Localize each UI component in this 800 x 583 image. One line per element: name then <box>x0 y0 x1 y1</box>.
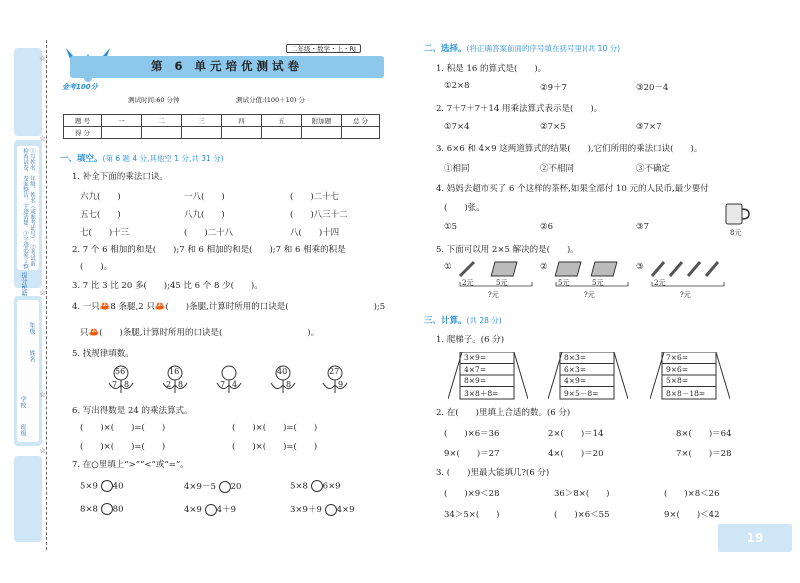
option-number[interactable]: ② <box>540 262 548 272</box>
flower-right-number: 8 <box>124 380 130 389</box>
compare-circle[interactable] <box>205 504 217 516</box>
cup-icon <box>724 202 750 226</box>
price-label: ?元 <box>680 291 691 299</box>
q2-1-opt3[interactable]: ③20－4 <box>636 83 669 93</box>
q3-2-r1c2[interactable]: 2×( )＝14 <box>548 429 604 439</box>
ladder <box>448 352 528 400</box>
q2-4-opt1[interactable]: ①5 <box>444 222 458 232</box>
price-label: ?元 <box>488 291 499 299</box>
pattern-flower <box>268 365 298 395</box>
q1-1: 1. 补全下面的乘法口诀。 <box>72 172 168 182</box>
score-cell[interactable] <box>342 127 380 139</box>
ladder-step[interactable]: 8×8－18= <box>666 388 706 398</box>
flower-right-number: 9 <box>338 380 344 389</box>
section3-heading <box>424 314 502 326</box>
compare-circle[interactable] <box>325 504 337 516</box>
q1-7: 7. 在○里填上“>”“<”或“=”。 <box>72 460 189 470</box>
q1-4-line2 <box>80 326 319 338</box>
star-icon: ☆ <box>39 390 47 399</box>
ladder-step[interactable]: 3×8＋8= <box>464 388 499 398</box>
q3-3: 3. ( )里最大能填几?(6 分) <box>436 468 550 478</box>
q1-4-d: 只 <box>80 328 89 338</box>
section2-title: 二、选择。 <box>424 44 467 54</box>
q2-1: 1. 积是 16 的算式是( )。 <box>436 64 547 74</box>
q3-3-r1c2[interactable]: 36＞8×( ) <box>554 489 610 499</box>
ladder-step[interactable]: 3×9= <box>464 353 487 362</box>
ladder-step[interactable]: 6×3= <box>564 364 587 374</box>
score-cell[interactable] <box>182 127 222 139</box>
price-label: 2元 <box>654 279 666 287</box>
q3-3-r2c1[interactable]: 34＞5×( ) <box>444 510 500 520</box>
flower-top-number: 16 <box>169 367 180 376</box>
q3-3-r1c3[interactable]: ( )×8＜26 <box>664 489 720 499</box>
flower-right-number: 8 <box>286 380 292 389</box>
flower-top-number: 27 <box>329 367 340 376</box>
q1-4-b: 8 条腿,2 只 <box>110 302 155 312</box>
ladder <box>548 352 628 400</box>
crab-icon: 🦀 <box>154 302 166 312</box>
test-time: 测试时间:60 分钟 <box>128 96 180 104</box>
q1-2: 2. 7 个 6 相加的和是( );7 和 6 相加的和是( );7 和 6 相乘的积是 <box>72 245 346 255</box>
score-header: 四 <box>222 115 262 127</box>
school-label: 学校 <box>19 396 26 408</box>
q2-3: 3. 6×6 和 4×9 这两道算式的结果( ),它们所用的乘法口诀( )。 <box>436 144 703 154</box>
q1-1-r3c2: ( )二十八 <box>184 228 234 238</box>
flower-top-number: 56 <box>115 367 126 376</box>
q1-4-c: ( )条腿,计算时所用的口诀是( );5 <box>165 302 386 312</box>
star-icon: ☆ <box>39 288 47 297</box>
strip-box-bottom <box>14 456 42 542</box>
q1-1-r3c3: 八( )十四 <box>290 228 340 238</box>
name-label: 姓名 <box>28 350 35 362</box>
score-header: 题 号 <box>64 115 102 127</box>
ladder-step[interactable]: 8×3= <box>564 353 587 362</box>
q1-1-r1c3: ( )二十七 <box>290 192 340 202</box>
notice-panel <box>17 146 39 270</box>
section1-heading <box>60 152 224 164</box>
score-header: 二 <box>142 115 182 127</box>
q2-5: 5. 下面可以用 2×5 解决的是( )。 <box>436 245 579 255</box>
q1-7-r2c1: 8×8 80 <box>80 504 124 515</box>
notice-side-label: 提分秘籍 <box>20 272 27 296</box>
q3-3-r2c3[interactable]: 9×( )＜42 <box>664 510 720 520</box>
pattern-flower <box>106 365 136 395</box>
score-header: 三 <box>182 115 222 127</box>
class-label: 班级 <box>19 424 26 436</box>
strip-box-top <box>14 48 42 136</box>
star-icon: ☆ <box>39 134 47 143</box>
q1-6: 6. 写出得数是 24 的乘法算式。 <box>72 406 193 416</box>
ladder <box>650 352 730 400</box>
pattern-flower <box>160 365 190 395</box>
q2-4-opt2[interactable]: ②6 <box>540 222 554 232</box>
page-number-box <box>718 524 792 552</box>
q3-2-r2c3[interactable]: 7×( )＝28 <box>676 449 732 459</box>
price-label: 5元 <box>496 279 508 287</box>
flower-left-number: 7 <box>220 380 226 389</box>
q3-2-r2c2[interactable]: 4×( )＝20 <box>548 449 604 459</box>
section1-note: (第 6 题 4 分,其他空 1 分,共 31 分) <box>102 154 224 163</box>
test-score: 测试分值:(100＋10) 分 <box>236 96 306 104</box>
q1-7-r1c1: 5×9 40 <box>80 481 124 492</box>
cut-line <box>46 40 47 550</box>
q1-2-cont: ( )。 <box>80 262 113 272</box>
section2-heading <box>424 42 620 54</box>
q3-3-r2c2[interactable]: ( )×6＜55 <box>554 510 610 520</box>
q3-2: 2. 在( )里填上合适的数。(6 分) <box>436 408 571 418</box>
q1-6-blank[interactable]: ( )×( )=( ) <box>232 442 318 452</box>
page-title: 第 6 单元培优测试卷 <box>150 59 303 73</box>
flower-right-number: 4 <box>232 380 238 389</box>
q3-2-r1c3[interactable]: 8×( )＝64 <box>676 429 732 439</box>
q3-2-r2c1[interactable]: 9×( )＝27 <box>444 449 500 459</box>
left-margin-strip <box>0 0 47 583</box>
score-header: 附加题 <box>302 115 342 127</box>
pattern-flower <box>320 365 350 395</box>
q1-1-r2c1: 五七( ) <box>80 210 121 220</box>
q1-1-r1c1: 六九( ) <box>80 192 121 202</box>
logo-text: 金考100分 <box>62 83 98 91</box>
compare-circle[interactable] <box>219 481 231 493</box>
pattern-flower <box>214 365 244 395</box>
q1-6-blank[interactable]: ( )×( )=( ) <box>232 423 318 433</box>
q1-4 <box>72 300 385 312</box>
ladder-step[interactable]: 4×7= <box>464 364 487 374</box>
q2-2-opt2[interactable]: ②7×5 <box>540 122 566 132</box>
score-cell[interactable] <box>142 127 182 139</box>
q1-7-r2c3: 3×9＋9 4×9 <box>290 505 355 515</box>
score-cell[interactable] <box>302 127 342 139</box>
star-icon: ☆ <box>39 54 47 63</box>
price-label: 5元 <box>592 279 604 287</box>
ladder-step[interactable]: 9×6= <box>666 364 689 374</box>
score-header: 一 <box>102 115 142 127</box>
notice-text: ①写姓名、年级、姓名（或准考证号）。②考试前检查试卷，卷面整洁，字迹清楚。③字迹必须工整 <box>22 148 35 269</box>
flower-left-number: 2 <box>166 380 172 389</box>
q1-7-r2c2: 4×9 4＋9 <box>184 505 236 515</box>
score-cell[interactable] <box>102 127 142 139</box>
q2-2-opt1[interactable]: ①7×4 <box>444 122 470 132</box>
price-label: ?元 <box>584 291 595 299</box>
q3-3-r1c1[interactable]: ( )×9＜28 <box>444 489 500 499</box>
q2-2: 2. 7＋7＋7＋14 用乘法算式表示是( )。 <box>436 104 603 114</box>
flower-right-number: 8 <box>178 380 184 389</box>
q1-6-blank[interactable]: ( )×( )=( ) <box>80 442 166 452</box>
ladder-step[interactable]: 8×9= <box>464 376 487 385</box>
q2-1-opt2[interactable]: ②9＋7 <box>540 83 567 93</box>
option-number[interactable]: ③ <box>636 262 644 272</box>
flower-top-number: 40 <box>277 367 288 376</box>
q1-6-blank[interactable]: ( )×( )=( ) <box>80 423 166 433</box>
score-cell[interactable] <box>262 127 302 139</box>
q1-5: 5. 找规律填数。 <box>72 349 134 359</box>
student-info-panel <box>17 300 39 442</box>
crab-icon: 🦀 <box>88 328 100 338</box>
q1-1-r3c1: 七( )十三 <box>80 228 130 238</box>
crab-icon: 🦀 <box>99 302 111 312</box>
q1-7-r1c2: 4×9－5 20 <box>184 482 242 492</box>
score-table <box>63 114 380 139</box>
q2-4-opt3[interactable]: ③7 <box>636 222 650 232</box>
q2-4-cont: ( )张。 <box>444 203 485 213</box>
q1-4-a: 4. 一只 <box>72 302 100 312</box>
price-label: 2元 <box>462 279 474 287</box>
q1-1-r2c3: ( )八三十二 <box>290 210 348 220</box>
compare-circle[interactable] <box>101 480 113 492</box>
q1-4-e: ( )条腿,计算时所用的口诀是( )。 <box>99 328 320 338</box>
q3-2-r1c1[interactable]: ( )×6＝36 <box>444 429 500 439</box>
q2-3-opt2[interactable]: ②不相同 <box>540 164 575 174</box>
section3-note: (共 28 分) <box>466 316 502 325</box>
q1-3: 3. 7 比 3 比 20 多( );45 比 6 个 8 少( )。 <box>72 281 263 291</box>
q1-1-r2c2: 八九( ) <box>184 210 225 220</box>
price-label: 5元 <box>558 279 570 287</box>
q1-7-r1c3: 5×8 6×9 <box>290 481 341 492</box>
grade-tag: 二年级・数学・上・RJ <box>286 44 361 53</box>
q2-2-opt3[interactable]: ③7×7 <box>636 122 662 132</box>
q2-1-opt1[interactable]: ①2×8 <box>444 81 470 91</box>
ladder-step[interactable]: 5×8= <box>666 376 689 385</box>
ladder-step[interactable]: 7×6= <box>666 353 689 362</box>
section3-title: 三、计算。 <box>424 316 467 326</box>
cup-price: 8元 <box>730 229 742 237</box>
grade-label: 年级 <box>28 322 35 334</box>
section2-note: (将正确答案前面的序号填在括号里)(共 10 分) <box>466 44 621 53</box>
q1-1-r1c2: 一八( ) <box>184 192 225 202</box>
score-row-label: 得 分 <box>64 127 102 139</box>
q3-1: 1. 爬梯子。(6 分) <box>436 335 505 345</box>
compare-circle[interactable] <box>101 503 113 515</box>
section1-title: 一、填空。 <box>60 154 103 164</box>
option-number[interactable]: ① <box>444 262 452 272</box>
score-header: 总 分 <box>342 115 380 127</box>
q2-4: 4. 妈妈去超市买了 6 个这样的茶杯,如果全部付 10 元的人民币,最少要付 <box>436 184 709 194</box>
q2-3-opt3[interactable]: ③不确定 <box>636 164 671 174</box>
score-header: 五 <box>262 115 302 127</box>
page-number: 19 <box>746 531 764 545</box>
score-cell[interactable] <box>222 127 262 139</box>
ladder-step[interactable]: 9×5－8= <box>564 388 599 398</box>
flower-left-number: 7 <box>112 380 118 389</box>
star-icon: ☆ <box>39 446 47 455</box>
ladder-step[interactable]: 4×9= <box>564 376 587 385</box>
q2-3-opt1[interactable]: ①相同 <box>444 164 470 174</box>
compare-circle[interactable] <box>311 480 323 492</box>
